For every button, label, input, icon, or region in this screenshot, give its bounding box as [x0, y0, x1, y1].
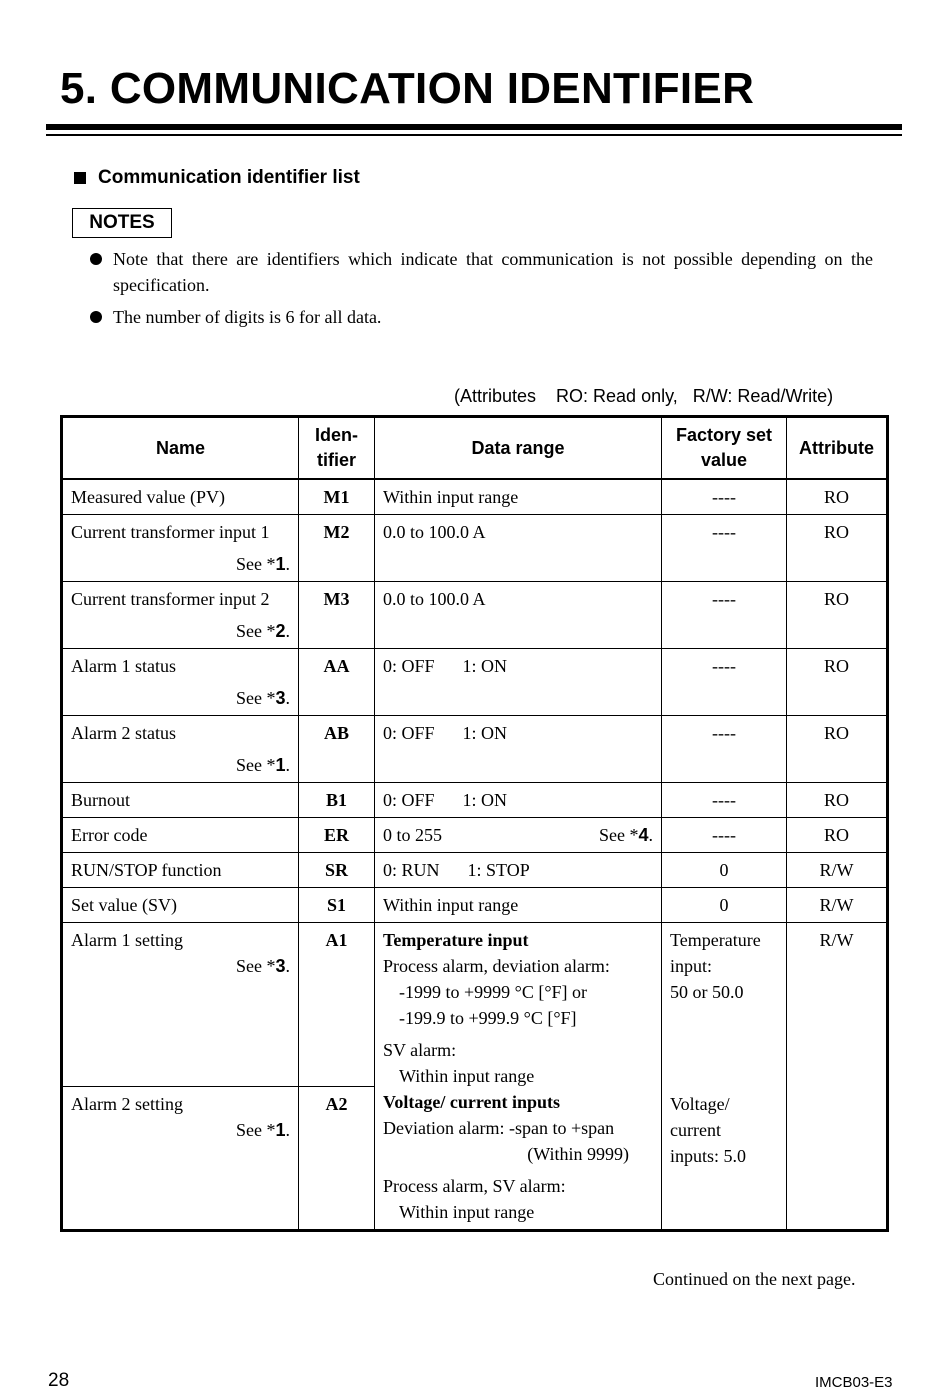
section-heading-text: Communication identifier list — [98, 167, 360, 188]
cell-attribute: R/W — [787, 853, 888, 888]
square-bullet-icon — [74, 172, 86, 184]
notes-label: NOTES — [72, 208, 172, 238]
cell-identifier: A2 — [299, 1087, 375, 1231]
cell-identifier: M2 — [299, 515, 375, 582]
table-row — [62, 923, 888, 1087]
cell-identifier: AB — [299, 716, 375, 783]
cell-attribute: RO — [787, 783, 888, 818]
title-rule-thin — [46, 134, 902, 136]
cell-factory-value: ---- — [662, 783, 787, 818]
cell-factory-value: ---- — [662, 479, 787, 515]
cell-data-range: Within input range — [375, 479, 662, 515]
cell-attribute: RO — [787, 479, 888, 515]
cell-name-text: Alarm 2 setting — [71, 1094, 183, 1114]
range-temp-heading: Temperature input — [383, 930, 529, 950]
chapter-title: 5. COMMUNICATION IDENTIFIER — [60, 64, 755, 113]
cell-name-text: Alarm 1 setting — [71, 930, 183, 950]
identifier-table — [60, 415, 889, 1232]
cell-name-text: Alarm 1 status — [71, 656, 176, 676]
see-note-ref: See *1. — [235, 755, 290, 775]
cell-attribute: RO — [787, 649, 888, 716]
cell-factory-value: 0 — [662, 853, 787, 888]
cell-data-range: 0: OFF 1: ON — [375, 783, 662, 818]
cell-attribute: R/W — [787, 888, 888, 923]
cell-attribute: RO — [787, 818, 888, 853]
bullet-dot-icon — [90, 253, 102, 265]
cell-name — [62, 582, 299, 649]
cell-identifier: A1 — [299, 923, 375, 1087]
table-row — [62, 818, 888, 853]
see-note-ref: See *4. — [598, 825, 653, 845]
cell-identifier: S1 — [299, 888, 375, 923]
cell-attribute: RO — [787, 716, 888, 783]
cell-name-text: Alarm 2 status — [71, 723, 176, 743]
note-text: Note that there are identifiers which indicate that communication is not possible depending on the specification. — [113, 249, 873, 295]
cell-name: Set value (SV) — [62, 888, 299, 923]
cell-identifier: M3 — [299, 582, 375, 649]
cell-factory-value: ---- — [662, 818, 787, 853]
cell-factory-value: ---- — [662, 716, 787, 783]
cell-name-text: Current transformer input 2 — [71, 589, 270, 609]
table-row — [62, 888, 888, 923]
cell-factory-value: ---- — [662, 649, 787, 716]
cell-identifier: M1 — [299, 479, 375, 515]
cell-name: Error code — [62, 818, 299, 853]
table-row — [62, 582, 888, 649]
cell-name — [62, 515, 299, 582]
table-row — [62, 649, 888, 716]
cell-factory-value-alarm: Temperature input: 50 or 50.0 Voltage/ current inputs: 5.0 — [662, 923, 787, 1231]
cell-attribute: RO — [787, 515, 888, 582]
note-item — [90, 246, 873, 298]
cell-data-range: 0.0 to 100.0 A — [375, 582, 662, 649]
continued-note: Continued on the next page. — [653, 1269, 856, 1289]
title-rule-thick — [46, 124, 902, 130]
table-row — [62, 479, 888, 515]
table-row — [62, 853, 888, 888]
table-header-row — [62, 417, 888, 480]
cell-factory-value: 0 — [662, 888, 787, 923]
see-note-ref: See *3. — [235, 688, 290, 708]
cell-data-range: 0 to 255 See *4. — [375, 818, 662, 853]
section-heading — [74, 167, 360, 189]
cell-identifier: SR — [299, 853, 375, 888]
cell-name — [62, 649, 299, 716]
header-data-range: Data range — [375, 417, 662, 480]
cell-identifier: B1 — [299, 783, 375, 818]
cell-name: RUN/STOP function — [62, 853, 299, 888]
cell-name-text: Current transformer input 1 — [71, 522, 270, 542]
header-attribute: Attribute — [787, 417, 888, 480]
see-note-ref: See *1. — [235, 1120, 290, 1140]
note-text: The number of digits is 6 for all data. — [113, 307, 382, 327]
table-row — [62, 783, 888, 818]
table-row — [62, 716, 888, 783]
cell-data-range-alarm: Temperature input Process alarm, deviation alarm: -1999 to +9999 °C [°F] or -199.9 to +999.9 °C [°F] SV alarm: Within input range Voltage/ current inputs Deviation alarm: -span to +span (Within 9999) Process alarm, SV alarm: Within input range — [375, 923, 662, 1231]
see-note-ref: See *3. — [235, 956, 290, 976]
cell-name — [62, 923, 299, 1087]
cell-data-range: 0.0 to 100.0 A — [375, 515, 662, 582]
cell-identifier: AA — [299, 649, 375, 716]
page-number: 28 — [48, 1370, 70, 1391]
table-row — [62, 515, 888, 582]
range-volt-heading: Voltage/ current inputs — [383, 1092, 561, 1112]
cell-attribute: RO — [787, 582, 888, 649]
cell-data-range: Within input range — [375, 888, 662, 923]
cell-factory-value: ---- — [662, 582, 787, 649]
cell-factory-value: ---- — [662, 515, 787, 582]
attributes-legend: (Attributes RO: Read only, R/W: Read/Write) — [454, 386, 834, 406]
bullet-dot-icon — [90, 311, 102, 323]
cell-name — [62, 716, 299, 783]
cell-data-range: 0: OFF 1: ON — [375, 649, 662, 716]
header-identifier: Iden- tifier — [299, 417, 375, 480]
see-note-ref: See *2. — [235, 621, 290, 641]
cell-data-range: 0: RUN 1: STOP — [375, 853, 662, 888]
note-item — [90, 304, 873, 330]
document-code: IMCB03-E3 — [815, 1374, 893, 1391]
cell-name: Burnout — [62, 783, 299, 818]
cell-attribute: R/W — [787, 923, 888, 1231]
see-note-ref: See *1. — [235, 554, 290, 574]
cell-data-range: 0: OFF 1: ON — [375, 716, 662, 783]
cell-identifier: ER — [299, 818, 375, 853]
header-name: Name — [62, 417, 299, 480]
header-factory-set-value: Factory set value — [662, 417, 787, 480]
cell-name: Measured value (PV) — [62, 479, 299, 515]
cell-name — [62, 1087, 299, 1231]
